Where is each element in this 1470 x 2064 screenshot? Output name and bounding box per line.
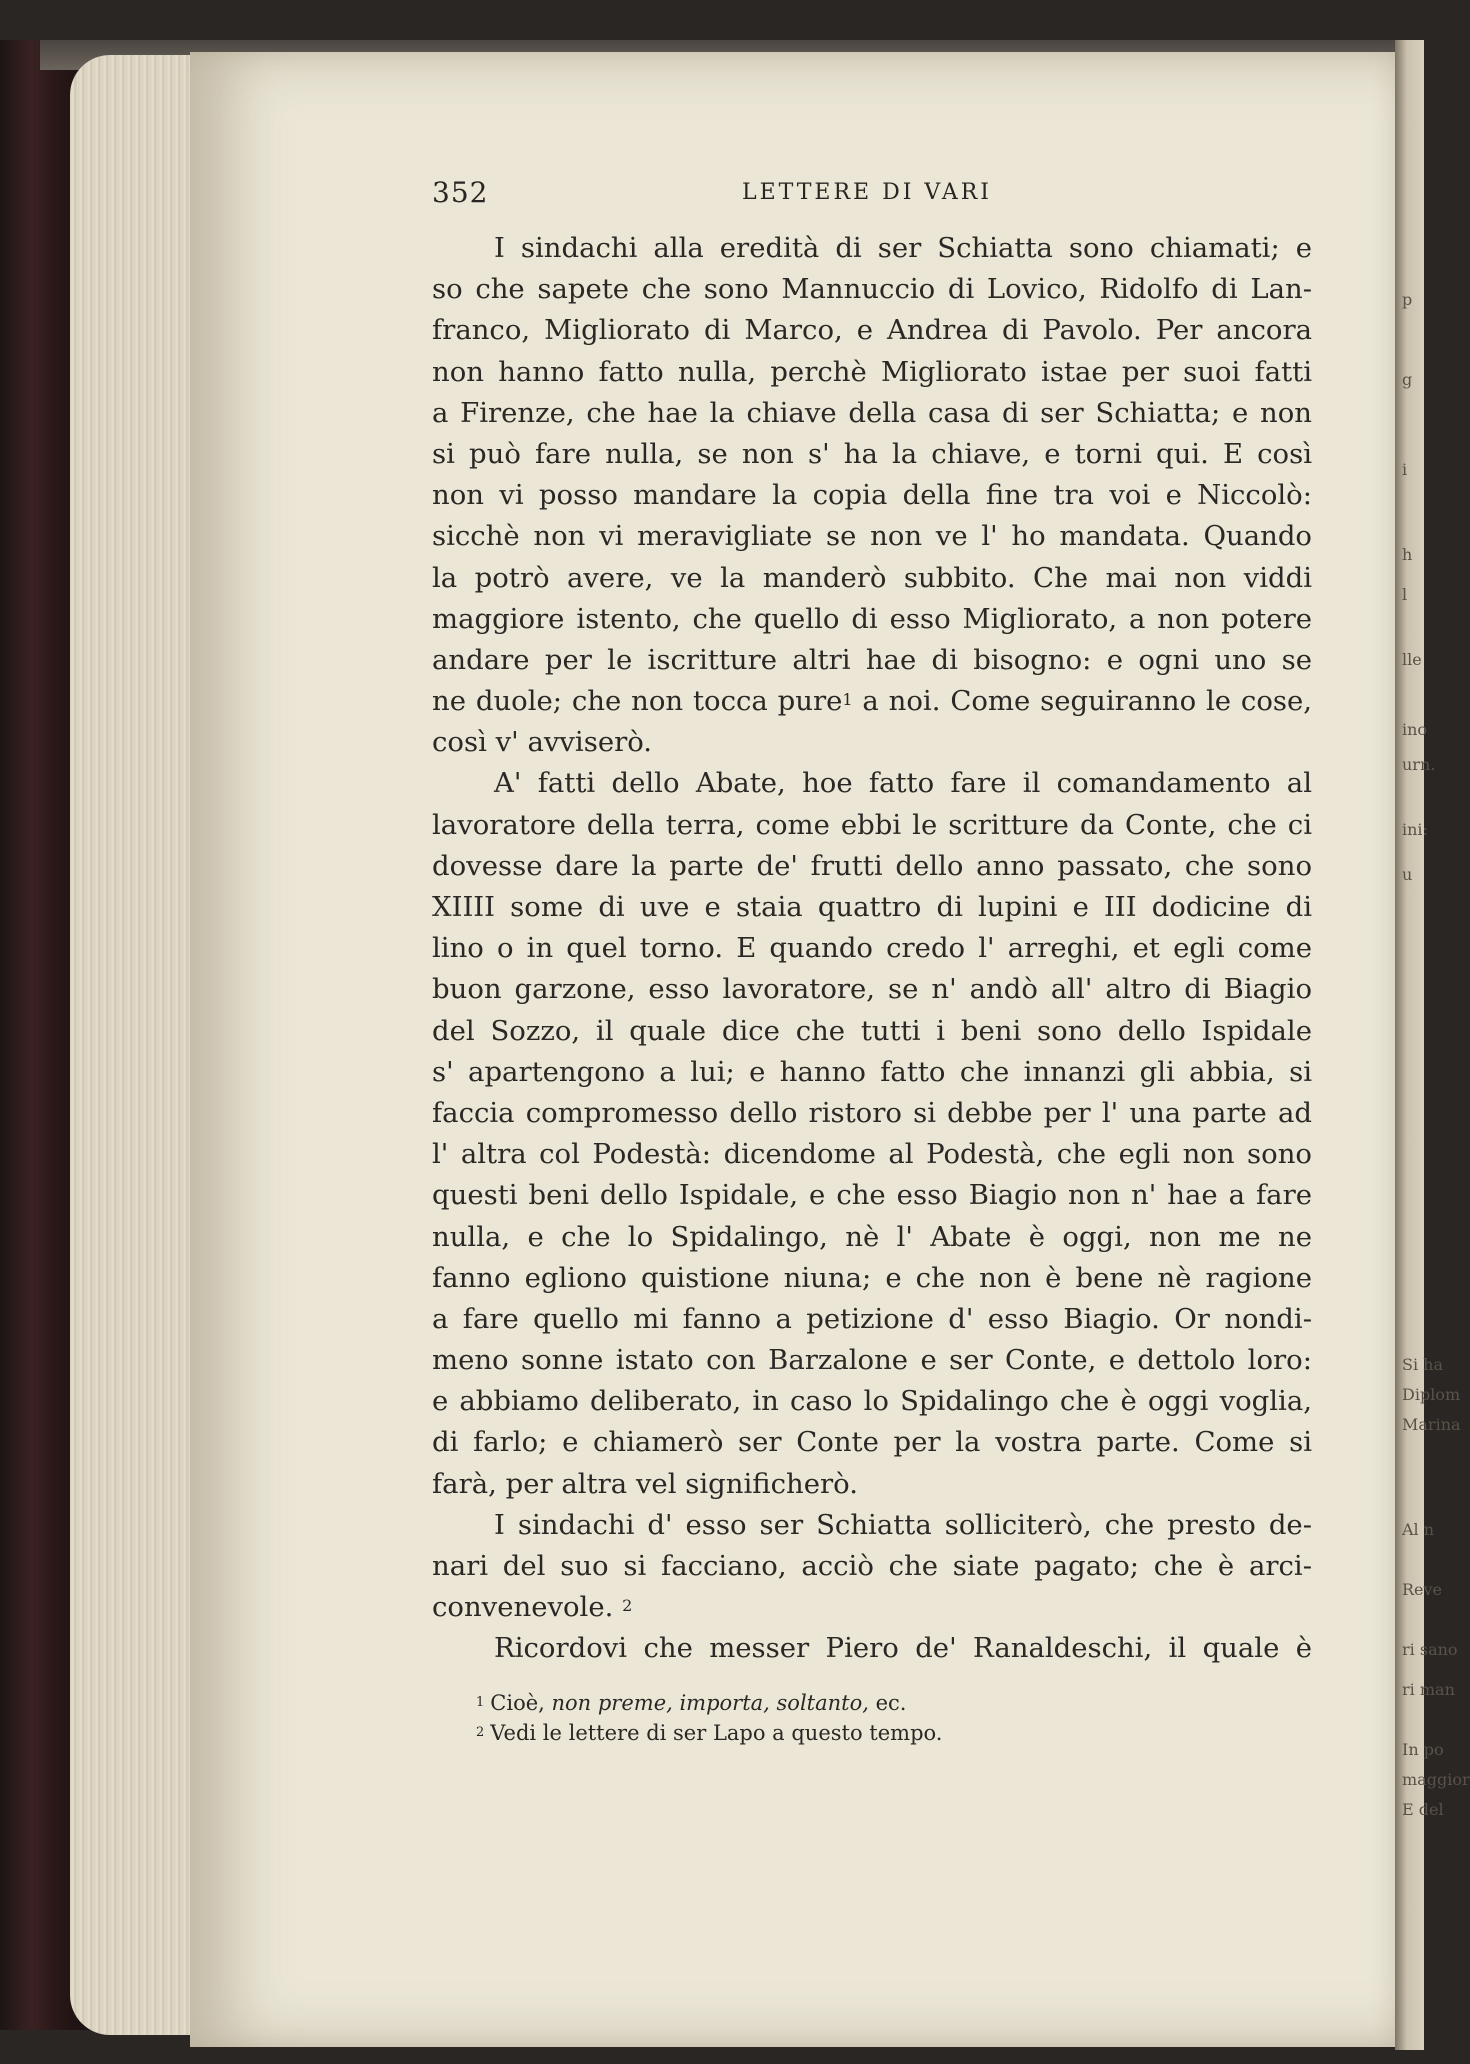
text-line: del Sozzo, il quale dice che tutti i beni sono dello Ispidale (432, 1014, 1312, 1047)
page-number: 352 (432, 176, 489, 209)
edge-fragment: g (1402, 370, 1413, 389)
edge-fragment: ri sano (1402, 1640, 1458, 1659)
text-line: A' fatti dello Abate, hoe fatto fare il comandamento al (494, 767, 1312, 800)
edge-fragment: Si ha (1402, 1355, 1444, 1374)
edge-fragment: ini: (1402, 820, 1428, 839)
text-line: non vi posso mandare la copia della fine tra voi e Niccolò: (432, 479, 1312, 512)
footnote-ref: 1 (842, 690, 853, 710)
footnotes (476, 1688, 1316, 1748)
footnote-mark: 1 (476, 1695, 485, 1710)
edge-fragment: In po (1402, 1740, 1444, 1759)
text-fragment: ne duole; che non tocca pure (432, 685, 843, 718)
text-line: sicchè non vi meravigliate se non ve l' ho mandata. Quando (432, 520, 1312, 553)
page-header (432, 176, 1312, 216)
footnote-1 (476, 1688, 1316, 1718)
footnote-text: Vedi le lettere di ser Lapo a questo tempo. (490, 1721, 943, 1745)
text-line: non hanno fatto nulla, perchè Migliorato istae per suoi fatti (432, 355, 1312, 388)
edge-fragment: l (1402, 585, 1408, 604)
footnote-2 (476, 1718, 1316, 1748)
next-page-edge (1395, 40, 1470, 2050)
text-line: lino o in quel torno. E quando credo l' arreghi, et egli come (432, 932, 1312, 965)
footnote-italic: non preme, importa, soltanto, (551, 1691, 869, 1715)
edge-fragment: p (1402, 290, 1413, 309)
footnote-text: ec. (875, 1691, 907, 1715)
edge-fragment: h (1402, 545, 1413, 564)
edge-fragment: Diplom (1402, 1385, 1461, 1404)
text-line: farà, per altra vel significherò. (432, 1467, 858, 1500)
footnote-ref: 2 (622, 1596, 633, 1616)
edge-fragment: Al n (1402, 1520, 1435, 1539)
text-fragment: convenevole. (432, 1591, 614, 1624)
text-line: andare per le iscritture altri hae di bisogno: e ogni uno se (432, 643, 1312, 676)
footnote-text: Cioè, (490, 1691, 545, 1715)
text-line: di farlo; e chiamerò ser Conte per la vostra parte. Come si (432, 1426, 1312, 1459)
footnote-mark: 2 (476, 1725, 485, 1740)
text-line: faccia compromesso dello ristoro si debbe per l' una parte ad (432, 1096, 1312, 1129)
text-line: a Firenze, che hae la chiave della casa di ser Schiatta; e non (432, 396, 1312, 429)
text-line: la potrò avere, ve la manderò subbito. Che mai non viddi (432, 561, 1312, 594)
text-line: franco, Migliorato di Marco, e Andrea di Pavolo. Per ancora (432, 314, 1312, 347)
text-line: l' altra col Podestà: dicendome al Podestà, che egli non sono (432, 1138, 1312, 1171)
running-title: LETTERE DI VARI (742, 180, 992, 205)
text-line: a fare quello mi fanno a petizione d' esso Biagio. Or nondi- (432, 1302, 1312, 1335)
text-line: XIIII some di uve e staia quattro di lupini e III dodicine di (432, 891, 1312, 923)
text-line: così v' avviserò. (432, 726, 653, 759)
text-line: lavoratore della terra, come ebbi le scritture da Conte, che ci (432, 808, 1312, 841)
text-fragment: a noi. Come seguiranno le cose, (862, 685, 1313, 718)
text-line: si può fare nulla, se non s' ha la chiave, e torni qui. E così (432, 437, 1312, 470)
edge-fragment: Reve (1402, 1580, 1443, 1599)
text-line: I sindachi alla eredità di ser Schiatta sono chiamati; e (494, 232, 1312, 264)
text-line: s' apartengono a lui; e hanno fatto che innanzi gli abbia, si (432, 1055, 1312, 1088)
text-line: so che sapete che sono Mannuccio di Lovico, Ridolfo di Lan- (432, 273, 1312, 306)
edge-fragment: Marina (1402, 1415, 1461, 1434)
text-line: meno sonne istato con Barzalone e ser Conte, e dettolo loro: (432, 1344, 1312, 1377)
text-line: Ricordovi che messer Piero de' Ranaldeschi, il quale è (494, 1632, 1312, 1665)
edge-fragment: ri man (1402, 1680, 1455, 1699)
edge-fragment: urn. (1402, 755, 1436, 774)
text-line: maggiore istento, che quello di esso Migliorato, a non potere (432, 602, 1312, 635)
text-line: fanno egliono quistione niuna; e che non è bene nè ragione (432, 1261, 1312, 1294)
edge-fragment: u (1402, 865, 1413, 884)
edge-fragment: maggior (1402, 1770, 1470, 1789)
text-line: nari del suo si facciano, acciò che siate pagato; che è arci- (432, 1550, 1312, 1582)
text-line-with-footnote (432, 1587, 1312, 1628)
text-line: I sindachi d' esso ser Schiatta solliciterò, che presto de- (494, 1508, 1312, 1541)
text-line: buon garzone, esso lavoratore, se n' andò all' altro di Biagio (432, 973, 1312, 1006)
text-line: nulla, e che lo Spidalingo, nè l' Abate è oggi, non me ne (432, 1220, 1312, 1253)
edge-fragment: lle (1402, 650, 1422, 669)
text-line-with-footnote (432, 681, 1312, 722)
edge-fragment: i (1402, 460, 1408, 479)
body-text (432, 228, 1312, 1670)
text-line: dovesse dare la parte de' frutti dello anno passato, che sono (432, 849, 1312, 882)
text-line: e abbiamo deliberato, in caso lo Spidalingo che è oggi voglia, (432, 1385, 1312, 1418)
text-line: questi beni dello Ispidale, e che esso Biagio non n' hae a fare (432, 1179, 1312, 1212)
edge-fragment: ino (1402, 720, 1428, 739)
edge-fragment: E del (1402, 1800, 1444, 1819)
